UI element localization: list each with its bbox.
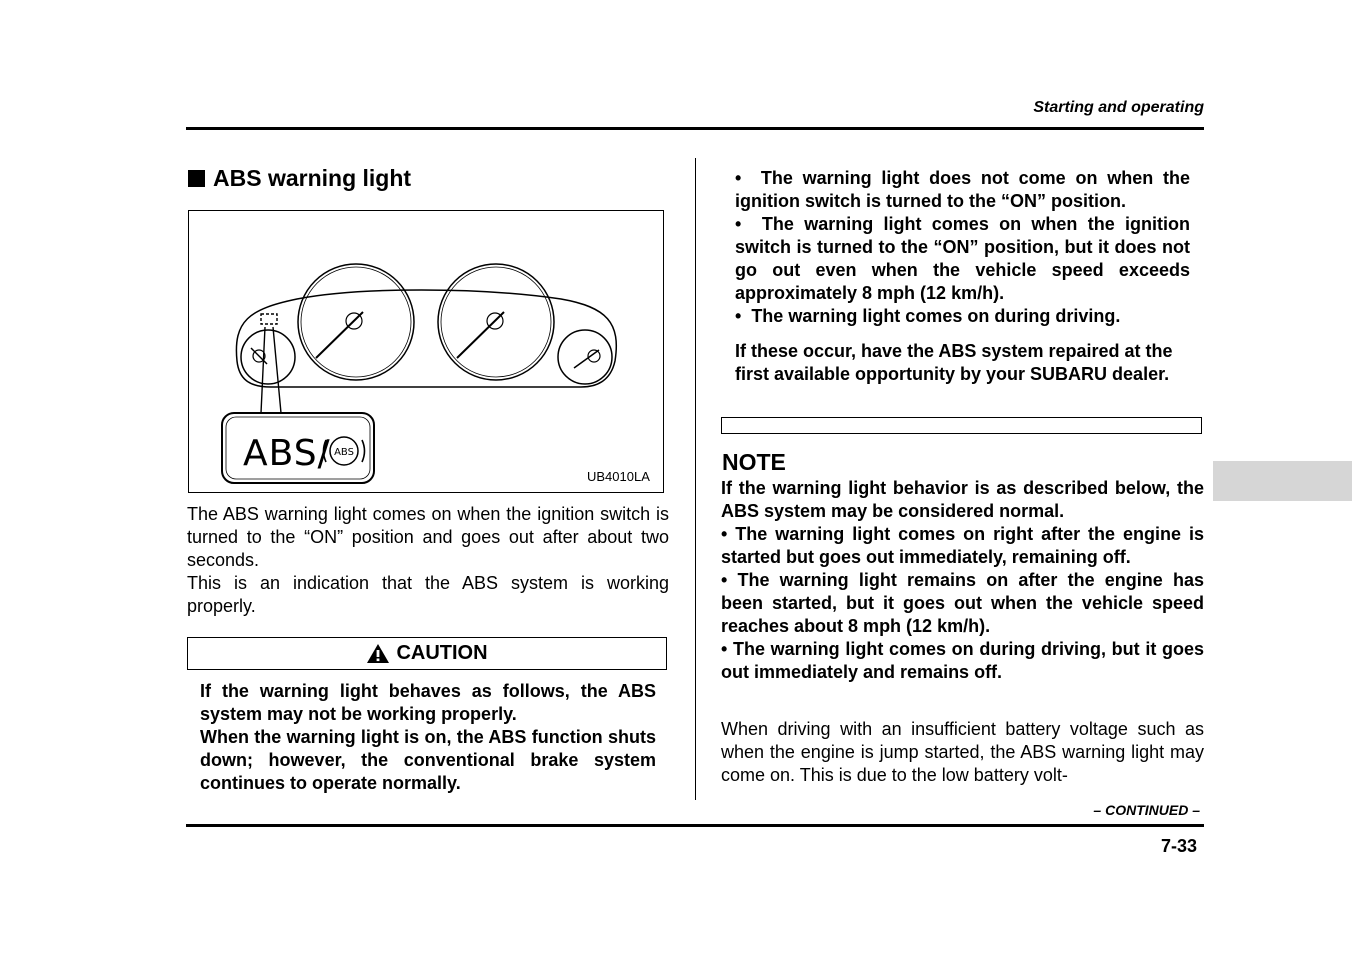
caution-box-bottom [721, 417, 1202, 434]
caution-conditions-list [735, 167, 1190, 328]
header-rule [186, 127, 1204, 130]
instrument-cluster-figure [188, 210, 664, 493]
intro-paragraph: The ABS warning light comes on when the ignition switch is turned to the “ON” position and goes out after about two seconds. [187, 504, 669, 570]
figure-code: UB4010LA [587, 469, 650, 484]
abs-indicator-label: ABS/ [243, 433, 331, 474]
caution-banner [187, 637, 667, 670]
section-heading [188, 165, 411, 192]
caution-label: CAUTION [396, 642, 488, 664]
list-item: • The warning light comes on during driving, but it goes out immediately and remains off. [721, 639, 1204, 682]
intro-paragraph: This is an indication that the ABS system is working properly. [187, 573, 669, 616]
warning-triangle-icon [366, 643, 390, 664]
footer-rule [186, 824, 1204, 827]
column-divider [695, 158, 696, 800]
list-item: • The warning light remains on after the engine has been started, but it goes out when the vehicle speed reaches about 8 mph (12 km/h). [721, 570, 1204, 636]
running-header: Starting and operating [1033, 99, 1204, 116]
caution-paragraph: When the warning light is on, the ABS function shuts down; however, the conventional brake system continues to operate normally. [200, 727, 656, 793]
abs-badge-text: ABS [334, 447, 354, 458]
caution-text [200, 680, 656, 795]
list-item: • The warning light comes on right after the engine is started but goes out immediately, remaining off. [721, 524, 1205, 567]
list-item: • The warning light comes on when the ignition switch is turned to the “ON” position, but it does not go out even when the vehicle speed exceeds approximately 8 mph (12 km/h). [735, 214, 1190, 303]
repair-instruction: If these occur, have the ABS system repaired at the first available opportunity by your SUBARU dealer. [735, 341, 1173, 384]
battery-voltage-text: When driving with an insufficient battery voltage such as when the engine is jump started, the ABS warning light may come on. This is due to the low battery volt- [721, 719, 1204, 785]
continued-label: – CONTINUED – [1093, 802, 1200, 818]
note-heading: NOTE [722, 449, 786, 475]
note-intro: If the warning light behavior is as described below, the ABS system may be considered normal. [721, 478, 1204, 521]
intro-text [187, 503, 669, 618]
list-item: • The warning light does not come on when the ignition switch is turned to the “ON” position. [735, 168, 1190, 211]
chapter-tab-marker [1213, 461, 1352, 501]
page-number: 7-33 [1160, 836, 1197, 856]
section-heading-text: ABS warning light [213, 165, 412, 191]
note-text [721, 477, 1204, 684]
caution-paragraph: If the warning light behaves as follows, the ABS system may not be working properly. [200, 681, 656, 724]
heading-square-icon [188, 170, 205, 187]
list-item: • The warning light comes on during driving. [735, 306, 1121, 326]
